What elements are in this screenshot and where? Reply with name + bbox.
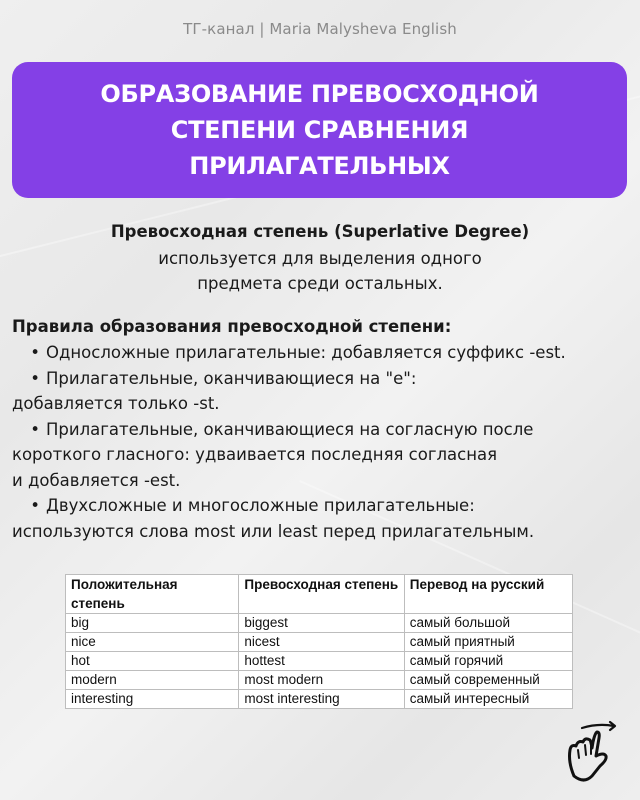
intro-heading: Превосходная степень (Superlative Degree) — [110, 222, 530, 241]
table-cell: самый интересный — [404, 690, 572, 709]
hand-pointer-swipe-icon[interactable] — [560, 718, 632, 790]
table-cell: most interesting — [239, 690, 404, 709]
title-banner — [12, 62, 627, 198]
table-header-row — [66, 575, 573, 614]
intro-text: используется для выделения одного — [158, 249, 482, 268]
rule-line: и добавляется -est. — [12, 470, 181, 490]
intro-text: предмета среди остальных. — [197, 274, 443, 293]
title-line: ПРИЛАГАТЕЛЬНЫХ — [189, 152, 450, 180]
table-cell: самый большой — [404, 614, 572, 633]
rule-line: добавляется только -st. — [12, 394, 220, 413]
title-line: СТЕПЕНИ СРАВНЕНИЯ — [170, 116, 469, 144]
rules-heading: Правила образования превосходной степени: — [12, 317, 452, 336]
table-cell: nicest — [239, 633, 404, 652]
table-cell: most modern — [239, 671, 404, 690]
rules-block — [12, 314, 632, 544]
intro-block — [0, 218, 640, 296]
bullet-icon: • — [30, 496, 40, 515]
table-cell: самый горячий — [404, 652, 572, 671]
column-header: Перевод на русский — [404, 575, 572, 614]
table-cell: самый приятный — [404, 633, 572, 652]
table-row — [66, 614, 573, 633]
bullet-icon: • — [30, 419, 40, 439]
rule-line: • Прилагательные, оканчивающиеся на "e": — [12, 366, 632, 392]
column-header: Положительная степень — [66, 575, 239, 614]
rule-line: короткого гласного: удваивается последняя согласная — [12, 445, 498, 464]
table-cell: modern — [66, 671, 239, 690]
rule-line: • Прилагательные, оканчивающиеся на согласную после — [12, 417, 632, 443]
table-cell: interesting — [66, 690, 239, 709]
channel-label: ТГ-канал | Maria Malysheva English — [183, 20, 457, 38]
table-cell: nice — [66, 633, 239, 652]
rule-line: используются слова most или least перед прилагательным. — [12, 521, 535, 541]
comparison-table — [65, 574, 573, 709]
table-row — [66, 671, 573, 690]
table-cell: hot — [66, 652, 239, 671]
rule-line: • Односложные прилагательные: добавляется суффикс -est. — [12, 340, 632, 366]
title-line: ОБРАЗОВАНИЕ ПРЕВОСХОДНОЙ — [100, 80, 539, 108]
table-cell: hottest — [239, 652, 404, 671]
table-cell: big — [66, 614, 239, 633]
rule-line: • Двухсложные и многосложные прилагательные: — [12, 493, 632, 519]
table-row — [66, 633, 573, 652]
table-row — [66, 690, 573, 709]
table-cell: самый современный — [404, 671, 572, 690]
table-cell: biggest — [239, 614, 404, 633]
bullet-icon: • — [30, 368, 40, 388]
column-header: Превосходная степень — [239, 575, 404, 614]
bullet-icon: • — [30, 343, 40, 362]
table-row — [66, 652, 573, 671]
